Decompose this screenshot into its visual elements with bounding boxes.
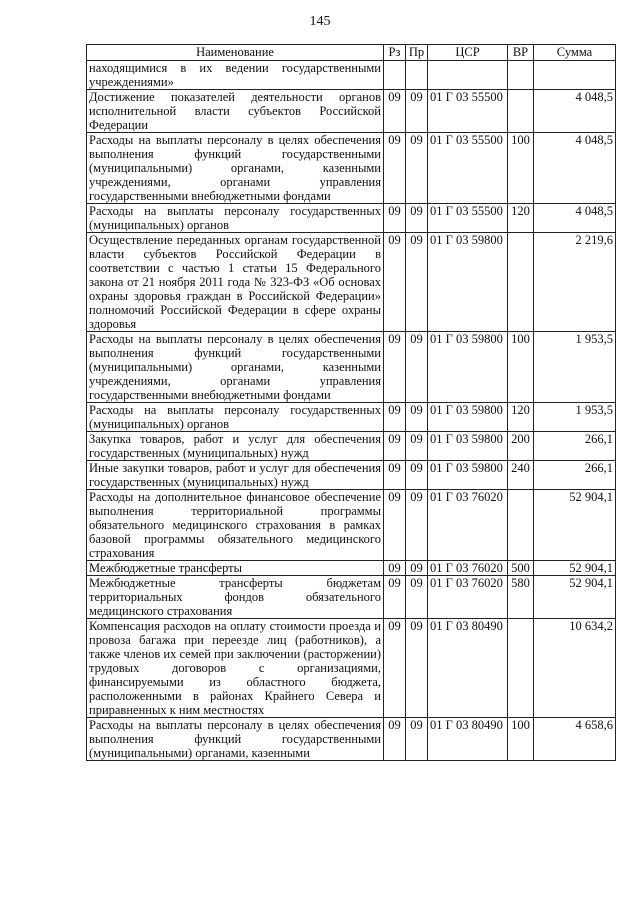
row-name: находящимися в их ведении государственными учреждениями» [87, 61, 384, 90]
header-rz: Рз [384, 45, 406, 61]
row-pr [406, 61, 428, 90]
table-row [87, 332, 616, 403]
row-rz: 09 [384, 332, 406, 403]
table-row [87, 90, 616, 133]
row-rz: 09 [384, 718, 406, 761]
row-name: Достижение показателей деятельности органов исполнительной власти субъектов Российской Федерации [87, 90, 384, 133]
row-vr: 240 [508, 461, 534, 490]
row-sum: 10 634,2 [534, 619, 616, 718]
row-vr [508, 490, 534, 561]
row-csr: 01 Г 03 55500 [428, 204, 508, 233]
row-sum [534, 61, 616, 90]
row-pr: 09 [406, 619, 428, 718]
table-row [87, 718, 616, 761]
row-sum: 266,1 [534, 432, 616, 461]
table-header-row [87, 45, 616, 61]
row-sum: 1 953,5 [534, 403, 616, 432]
row-rz: 09 [384, 432, 406, 461]
row-pr: 09 [406, 461, 428, 490]
row-sum: 266,1 [534, 461, 616, 490]
row-pr: 09 [406, 490, 428, 561]
row-sum: 1 953,5 [534, 332, 616, 403]
row-vr: 120 [508, 403, 534, 432]
row-rz: 09 [384, 576, 406, 619]
row-csr [428, 61, 508, 90]
row-sum: 52 904,1 [534, 576, 616, 619]
row-rz: 09 [384, 619, 406, 718]
row-csr: 01 Г 03 55500 [428, 90, 508, 133]
budget-table [86, 44, 616, 761]
row-pr: 09 [406, 576, 428, 619]
table-row [87, 133, 616, 204]
row-name: Расходы на выплаты персоналу в целях обеспечения выполнения функций государственными (муниципальными) органами, казенными учреждениями, органами управления государственными внебюджетными фондами [87, 133, 384, 204]
table-row [87, 61, 616, 90]
row-csr: 01 Г 03 76020 [428, 490, 508, 561]
row-sum: 4 048,5 [534, 204, 616, 233]
row-sum: 4 658,6 [534, 718, 616, 761]
row-rz [384, 61, 406, 90]
row-name: Закупка товаров, работ и услуг для обеспечения государственных (муниципальных) нужд [87, 432, 384, 461]
header-name: Наименование [87, 45, 384, 61]
page-number: 145 [309, 14, 331, 29]
row-vr [508, 233, 534, 332]
row-rz: 09 [384, 133, 406, 204]
row-pr: 09 [406, 718, 428, 761]
row-rz: 09 [384, 90, 406, 133]
row-pr: 09 [406, 332, 428, 403]
row-sum: 4 048,5 [534, 133, 616, 204]
row-name: Межбюджетные трансферты бюджетам территориальных фондов обязательного медицинского страхования [87, 576, 384, 619]
table-row [87, 233, 616, 332]
row-csr: 01 Г 03 59800 [428, 332, 508, 403]
row-name: Расходы на выплаты персоналу в целях обеспечения выполнения функций государственными (муниципальными) органами, казенными учреждениями, органами управления государственными внебюджетными фондами [87, 332, 384, 403]
table-row [87, 561, 616, 576]
row-pr: 09 [406, 133, 428, 204]
table-row [87, 204, 616, 233]
header-csr: ЦСР [428, 45, 508, 61]
row-rz: 09 [384, 403, 406, 432]
row-csr: 01 Г 03 76020 [428, 561, 508, 576]
row-sum: 2 219,6 [534, 233, 616, 332]
row-pr: 09 [406, 432, 428, 461]
table-row [87, 490, 616, 561]
row-pr: 09 [406, 204, 428, 233]
row-csr: 01 Г 03 59800 [428, 461, 508, 490]
header-pr: Пр [406, 45, 428, 61]
row-name: Межбюджетные трансферты [87, 561, 384, 576]
table-row [87, 576, 616, 619]
row-name: Иные закупки товаров, работ и услуг для обеспечения государственных (муниципальных) нужд [87, 461, 384, 490]
row-vr: 120 [508, 204, 534, 233]
row-name: Осуществление переданных органам государственной власти субъектов Российской Федерации в соответствии с частью 1 статьи 15 Федерального закона от 21 ноября 2011 года № 323-ФЗ «Об основах охраны здоровья граждан в Российской Федерации» полномочий Российской Федерации в сфере охраны здоровья [87, 233, 384, 332]
row-pr: 09 [406, 233, 428, 332]
row-rz: 09 [384, 461, 406, 490]
row-name: Расходы на дополнительное финансовое обеспечение выполнения территориальной программы обязательного медицинского страхования в рамках базовой программы обязательного медицинского страхования [87, 490, 384, 561]
row-name: Компенсация расходов на оплату стоимости проезда и провоза багажа при переезде лиц (работников), а также членов их семей при заключении (расторжении) трудовых договоров с организациями, финансируемыми из областного бюджета, расположенными в районах Крайнего Севера и приравненных к ним местностях [87, 619, 384, 718]
row-vr [508, 619, 534, 718]
row-sum: 52 904,1 [534, 490, 616, 561]
row-rz: 09 [384, 561, 406, 576]
table-row [87, 403, 616, 432]
row-sum: 52 904,1 [534, 561, 616, 576]
table-row [87, 619, 616, 718]
row-vr [508, 90, 534, 133]
row-vr [508, 61, 534, 90]
row-vr: 580 [508, 576, 534, 619]
row-csr: 01 Г 03 76020 [428, 576, 508, 619]
row-sum: 4 048,5 [534, 90, 616, 133]
row-vr: 100 [508, 718, 534, 761]
row-pr: 09 [406, 561, 428, 576]
row-rz: 09 [384, 490, 406, 561]
row-csr: 01 Г 03 59800 [428, 233, 508, 332]
row-pr: 09 [406, 90, 428, 133]
row-name: Расходы на выплаты персоналу государственных (муниципальных) органов [87, 403, 384, 432]
row-name: Расходы на выплаты персоналу государственных (муниципальных) органов [87, 204, 384, 233]
row-rz: 09 [384, 204, 406, 233]
row-csr: 01 Г 03 80490 [428, 619, 508, 718]
row-csr: 01 Г 03 59800 [428, 403, 508, 432]
row-vr: 100 [508, 332, 534, 403]
row-pr: 09 [406, 403, 428, 432]
row-vr: 200 [508, 432, 534, 461]
row-csr: 01 Г 03 55500 [428, 133, 508, 204]
table-row [87, 432, 616, 461]
header-vr: ВР [508, 45, 534, 61]
row-csr: 01 Г 03 80490 [428, 718, 508, 761]
row-rz: 09 [384, 233, 406, 332]
row-name: Расходы на выплаты персоналу в целях обеспечения выполнения функций государственными (муниципальными) органами, казенными [87, 718, 384, 761]
header-sum: Сумма [534, 45, 616, 61]
row-csr: 01 Г 03 59800 [428, 432, 508, 461]
row-vr: 500 [508, 561, 534, 576]
table-row [87, 461, 616, 490]
row-vr: 100 [508, 133, 534, 204]
